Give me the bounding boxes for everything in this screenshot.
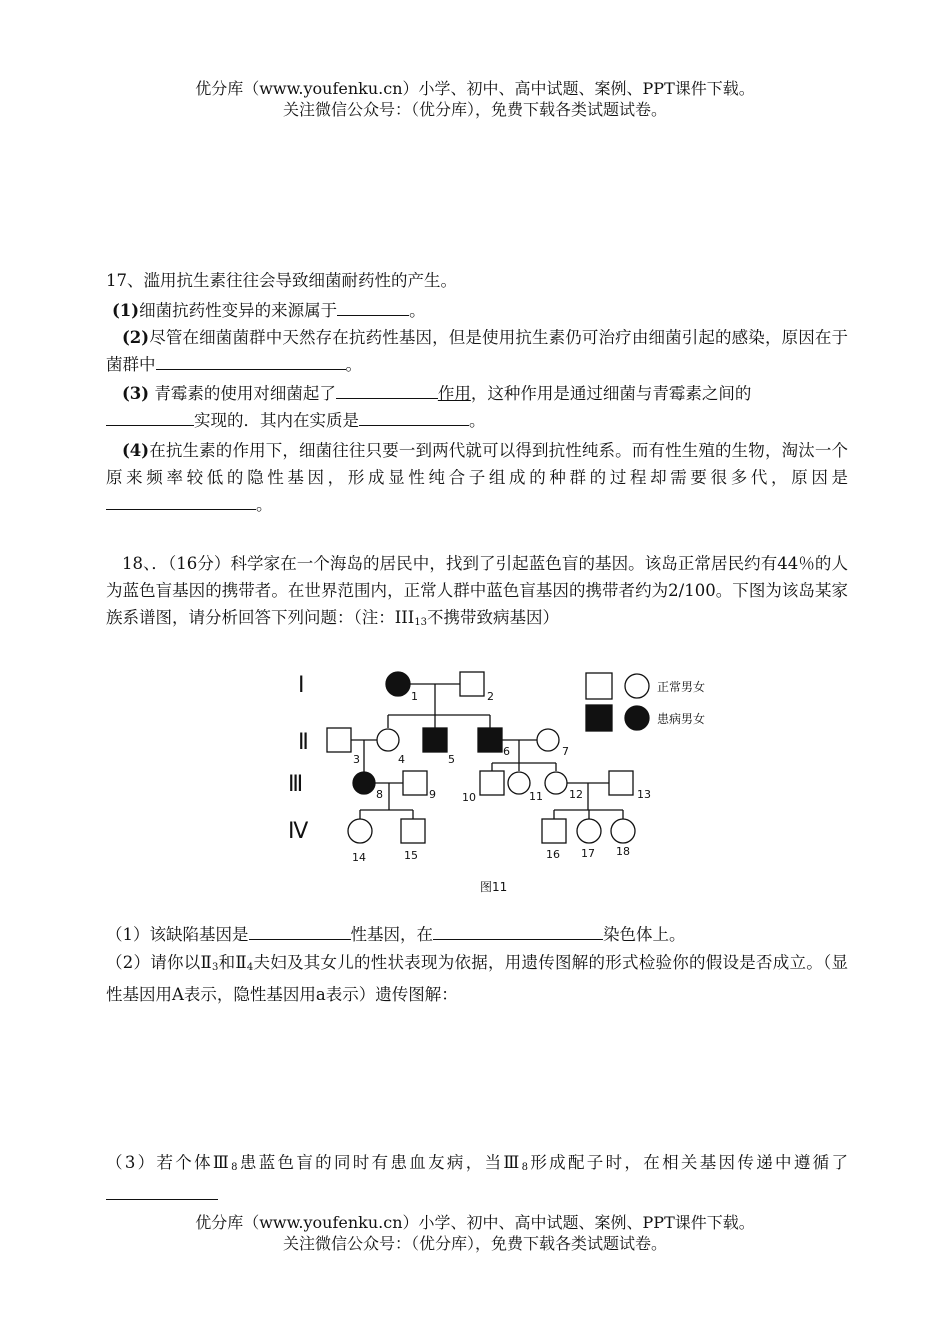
header-line-2: 关注微信公众号：（优分库），免费下载各类试题试卷。	[282, 100, 667, 119]
q17-stem: 17、滥用抗生素往往会导致细菌耐药性的产生。	[106, 271, 457, 290]
individual-III-8	[353, 772, 375, 794]
individual-II-4	[377, 729, 399, 751]
individual-id: 11	[529, 790, 543, 803]
individual-id: 6	[503, 745, 510, 758]
q17-part2-text: 尽管在细菌菌群中天然存在抗药性基因，但是使用抗生素仍可治疗由细菌引起的感染，原因在于菌群中	[106, 328, 848, 374]
header-line-1: 优分库（www.youfenku.cn）小学、初中、高中试题、案例、PPT课件下载。	[195, 79, 755, 98]
individual-III-11	[508, 772, 530, 794]
legend-affected-male	[586, 705, 612, 731]
answer-blank[interactable]	[156, 351, 346, 370]
q17-part2	[106, 324, 848, 378]
individual-id: 17	[581, 847, 595, 860]
generation-label: Ⅱ	[298, 730, 309, 755]
q17-part3	[106, 380, 848, 434]
q17-part3-underlined: 作用	[437, 384, 471, 403]
individual-II-5	[423, 728, 447, 752]
q17-part3-end: 。	[469, 411, 486, 430]
answer-blank[interactable]	[337, 297, 409, 316]
individual-II-6	[478, 728, 502, 752]
q17-part1-end: 。	[409, 301, 426, 320]
answer-blank[interactable]	[106, 491, 256, 510]
q17-part4-end: 。	[256, 495, 273, 514]
generation-label: Ⅰ	[298, 673, 305, 698]
individual-III-12	[545, 772, 567, 794]
legend-affected-label: 患病男女	[657, 712, 706, 726]
q18-sub1	[106, 921, 848, 948]
q17-part4-text: 在抗生素的作用下，细菌往往只要一到两代就可以得到抗性纯系。而有性生殖的生物，淘汰一个原来频率较低的隐性基因，形成显性纯合子组成的种群的过程却需要很多代，原因是	[106, 441, 848, 487]
individual-id: 2	[487, 690, 494, 703]
q18-stem	[106, 550, 848, 636]
q18-sub1-text-b: 性基因，在	[350, 925, 433, 944]
pedigree-chart	[280, 665, 740, 895]
q17-part2-end: 。	[345, 355, 362, 374]
individual-I-1	[386, 672, 410, 696]
q17-part3-label: (3)	[122, 384, 150, 403]
legend-affected-female	[625, 706, 649, 730]
q17-part1-label: (1)	[112, 301, 140, 320]
individual-IV-16	[542, 819, 566, 843]
individual-id: 3	[353, 753, 360, 766]
individual-id: 14	[352, 851, 366, 864]
answer-blank[interactable]	[359, 407, 469, 426]
q18-stem-end: 不携带致病基因）	[427, 608, 560, 627]
individual-id: 10	[462, 791, 476, 804]
q18-sub2-sub2: 4	[246, 962, 254, 973]
q18-sub3-sub1: 8	[231, 1162, 238, 1173]
individual-id: 18	[616, 845, 630, 858]
individual-id: 8	[376, 788, 383, 801]
individual-IV-14	[348, 819, 372, 843]
individual-III-9	[403, 771, 427, 795]
individual-id: 13	[637, 788, 651, 801]
individual-III-10	[480, 771, 504, 795]
q18-sub1-text-c: 染色体上。	[603, 925, 686, 944]
q18-sub1-text-a: （1）该缺陷基因是	[106, 925, 249, 944]
legend-normal-female	[625, 674, 649, 698]
answer-blank[interactable]	[249, 921, 351, 940]
individual-IV-18	[611, 819, 635, 843]
footer-line-1: 优分库（www.youfenku.cn）小学、初中、高中试题、案例、PPT课件下载。	[195, 1213, 755, 1232]
q18-sub3	[106, 1149, 848, 1208]
q17-part4	[106, 437, 848, 518]
individual-id: 4	[398, 753, 405, 766]
individual-II-3	[327, 728, 351, 752]
answer-blank[interactable]	[106, 1181, 218, 1200]
q17-part2-label: (2)	[122, 328, 150, 347]
page-header	[0, 78, 950, 120]
individual-id: 5	[448, 753, 455, 766]
individual-id: 16	[546, 848, 560, 861]
footer-line-2: 关注微信公众号：（优分库），免费下载各类试题试卷。	[282, 1234, 667, 1253]
q18-sub2-text-c: 夫妇及其女儿的性状表现为依据，用遗传图解的形式检验你的假设是否成立。（显性基因用A表示，隐性基因用a表示）遗传图解：	[106, 953, 849, 1004]
answer-blank[interactable]	[336, 380, 438, 399]
q18-sub3-sub2: 8	[521, 1162, 528, 1173]
q18-sub3-text-a: （3）若个体Ⅲ	[106, 1153, 232, 1172]
individual-II-7	[537, 729, 559, 751]
answer-blank[interactable]	[106, 407, 194, 426]
q18-sub2-sub1: 3	[211, 962, 219, 973]
individual-id: 12	[569, 788, 583, 801]
figure-caption: 图11	[480, 880, 508, 894]
generation-label: Ⅲ	[288, 772, 304, 797]
q18-sub3-text-c: 形成配子时，在相关基因传递中遵循了	[528, 1153, 848, 1172]
page-footer	[0, 1212, 950, 1254]
individual-id: 7	[562, 745, 569, 758]
q17-part4-label: (4)	[122, 441, 150, 460]
individual-id: 9	[429, 788, 436, 801]
q18-sub2-text-a: （2）请你以Ⅱ	[106, 953, 212, 972]
q18-stem-sub: 13	[414, 617, 428, 628]
generation-label: Ⅳ	[288, 819, 309, 844]
answer-blank[interactable]	[433, 921, 603, 940]
legend-normal-label: 正常男女	[657, 680, 706, 694]
q17-part3-text-c: 实现的．其内在实质是	[194, 411, 359, 430]
q17-part3-text-b: ，这种作用是通过细菌与青霉素之间的	[470, 384, 752, 403]
q18-sub2	[106, 949, 848, 1008]
q17-part1	[112, 297, 854, 324]
q18-stem-text: 18、．（16分）科学家在一个海岛的居民中，找到了引起蓝色盲的基因。该岛正常居民约有44％的人为蓝色盲基因的携带者。在世界范围内，正常人群中蓝色盲基因的携带者约为2/100。下图为该岛某家族系谱图，请分析回答下列问题：（注：III	[106, 554, 848, 627]
q17-part3-text-a: 青霉素的使用对细菌起了	[149, 384, 336, 403]
q17-part1-text: 细菌抗药性变异的来源属于	[139, 301, 338, 320]
legend-normal-male	[586, 673, 612, 699]
individual-id: 15	[404, 849, 418, 862]
individual-IV-17	[577, 819, 601, 843]
q18-sub3-text-b: 患蓝色盲的同时有患血友病，当Ⅲ	[237, 1153, 522, 1172]
individual-III-13	[609, 771, 633, 795]
q18-sub2-text-b: 和Ⅱ	[218, 953, 247, 972]
individual-id: 1	[411, 690, 418, 703]
individual-IV-15	[401, 819, 425, 843]
individual-I-2	[460, 672, 484, 696]
